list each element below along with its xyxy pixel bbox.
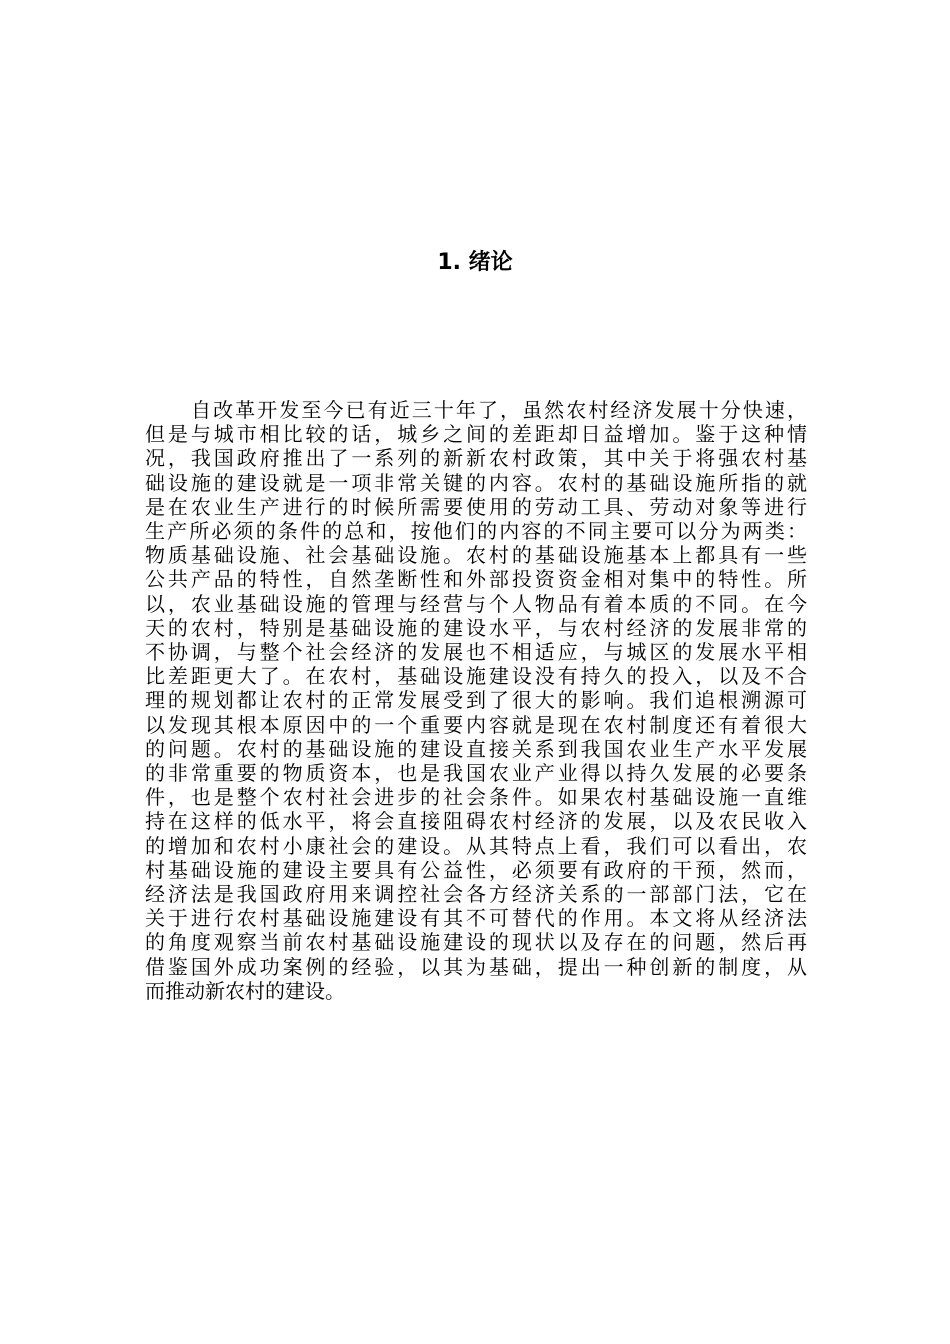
paragraph-line: 况，我国政府推出了一系列的新新农村政策，其中关于将强农村基	[145, 446, 807, 471]
paragraph-line: 不协调，与整个社会经济的发展也不相适应，与城区的发展水平相	[145, 640, 807, 665]
paragraph-line: 生产所必须的条件的总和，按他们的内容的不同主要可以分为两类：	[145, 519, 807, 544]
paragraph-line: 理的规划都让农村的正常发展受到了很大的影响。我们追根溯源可	[145, 688, 807, 713]
paragraph-line: 经济法是我国政府用来调控社会各方经济关系的一部部门法，它在	[145, 882, 807, 907]
paragraph-line: 物质基础设施、社会基础设施。农村的基础设施基本上都具有一些	[145, 543, 807, 568]
paragraph-line: 持在这样的低水平，将会直接阻碍农村经济的发展，以及农民收入	[145, 809, 807, 834]
paragraph-line: 础设施的建设就是一项非常关键的内容。农村的基础设施所指的就	[145, 470, 807, 495]
paragraph-line: 公共产品的特性，自然垄断性和外部投资资金相对集中的特性。所	[145, 567, 807, 592]
paragraph-line: 的角度观察当前农村基础设施建设的现状以及存在的问题，然后再	[145, 930, 807, 955]
paragraph-line: 的增加和农村小康社会的建设。从其特点上看，我们可以看出，农	[145, 833, 807, 858]
paragraph-line: 的非常重要的物质资本，也是我国农业产业得以持久发展的必要条	[145, 761, 807, 786]
paragraph-line: 村基础设施的建设主要具有公益性，必须要有政府的干预，然而，	[145, 857, 807, 882]
paragraph-line: 而推动新农村的建设。	[145, 978, 345, 1003]
section-heading: 1. 绪论	[437, 250, 513, 275]
paragraph-line: 自改革开发至今已有近三十年了，虽然农村经济发展十分快速，	[191, 398, 807, 422]
paragraph-line: 但是与城市相比较的话，城乡之间的差距却日益增加。鉴于这种情	[145, 422, 807, 447]
paragraph-line: 以发现其根本原因中的一个重要内容就是现在农村制度还有着很大	[145, 712, 807, 737]
paragraph-line: 件，也是整个农村社会进步的社会条件。如果农村基础设施一直维	[145, 785, 807, 810]
paragraph-line: 的问题。农村的基础设施的建设直接关系到我国农业生产水平发展	[145, 736, 807, 761]
paragraph-line: 天的农村，特别是基础设施的建设水平，与农村经济的发展非常的	[145, 615, 807, 640]
paragraph-line: 以，农业基础设施的管理与经营与个人物品有着本质的不同。在今	[145, 591, 807, 616]
body-paragraph	[145, 398, 807, 1003]
paragraph-line: 比差距更大了。在农村，基础设施建设没有持久的投入，以及不合	[145, 664, 807, 689]
paragraph-line: 是在农业生产进行的时候所需要使用的劳动工具、劳动对象等进行	[145, 494, 807, 519]
paragraph-line: 关于进行农村基础设施建设有其不可替代的作用。本文将从经济法	[145, 906, 807, 931]
paragraph-line: 借鉴国外成功案例的经验，以其为基础，提出一种创新的制度，从	[145, 954, 807, 979]
